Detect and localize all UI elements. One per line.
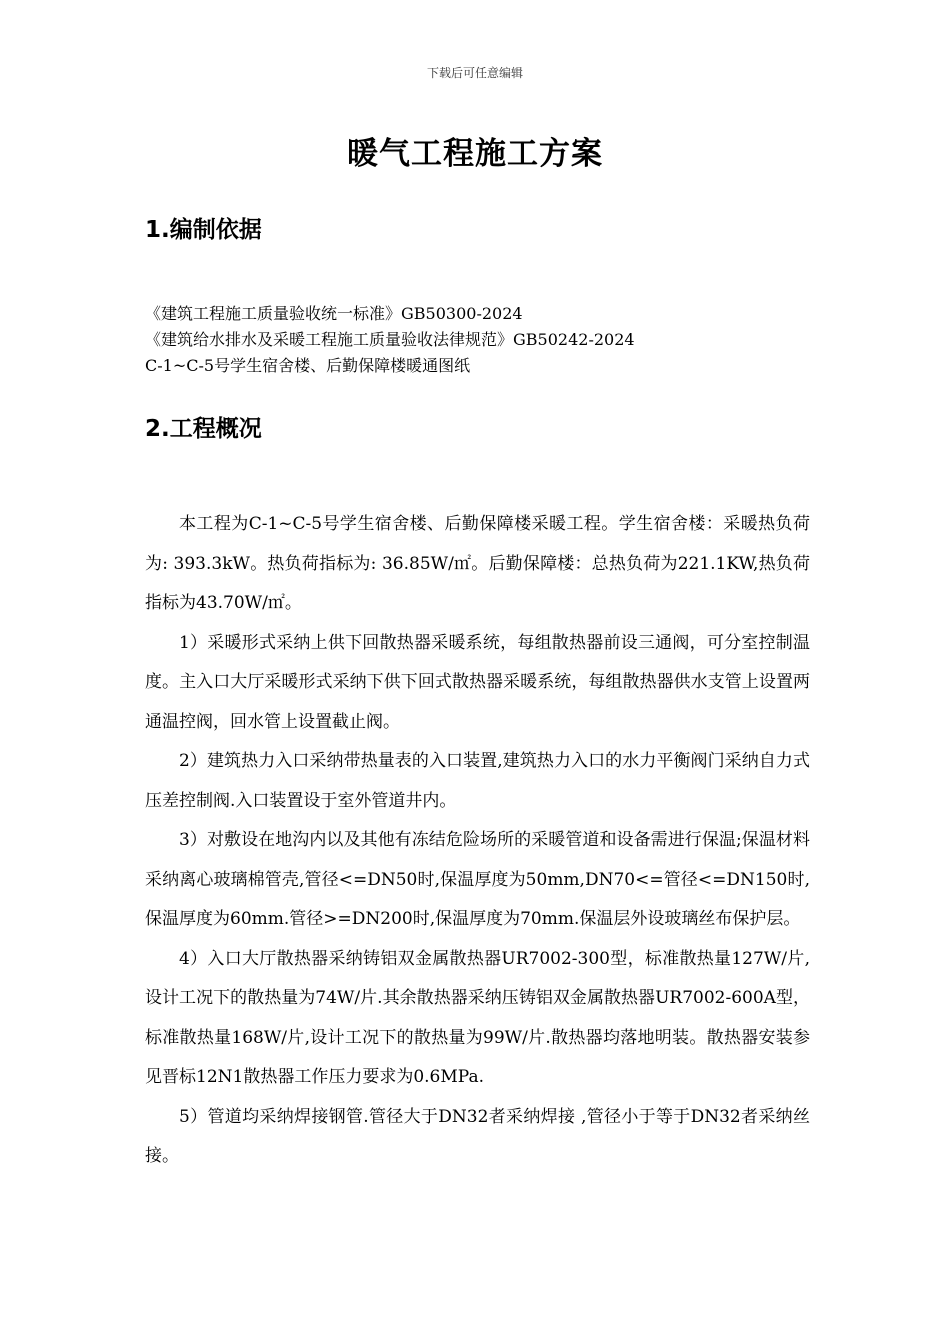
paragraph: 2）建筑热力入口采纳带热量表的入口装置,建筑热力入口的水力平衡阀门采纳自力式压差控制阀.入口装置设于室外管道井内。 (145, 751, 810, 811)
section-heading-overview: 2.工程概况 (145, 416, 262, 442)
paragraph: 4）入口大厅散热器采纳铸铝双金属散热器UR7002-300型，标准散热量127W/片,设计工况下的散热量为74W/片.其余散热器采纳压铸铝双金属散热器UR7002-600A型，标准散热量168W/片,设计工况下的散热量为99W/片.散热器均落地明装。散热器安装参见晋标12N1散热器工作压力要求为0.6MPa. (145, 948, 810, 1087)
reference-list (145, 301, 825, 379)
paragraph: 1）采暖形式采纳上供下回散热器采暖系统，每组散热器前设三通阀，可分室控制温度。主入口大厅采暖形式采纳下供下回式散热器采暖系统，每组散热器供水支管上设置两通温控阀，回水管上设置截止阀。 (145, 632, 810, 732)
reference-item: 《建筑工程施工质量验收统一标准》GB50300-2024 (145, 304, 523, 323)
section-heading-basis: 1.编制依据 (145, 217, 262, 243)
overview-body (145, 505, 810, 1177)
reference-item: C-1~C-5号学生宿舍楼、后勤保障楼暖通图纸 (145, 356, 471, 375)
paragraph: 3）对敷设在地沟内以及其他有冻结危险场所的采暖管道和设备需进行保温;保温材料采纳离心玻璃棉管壳,管径<=DN50时,保温厚度为50mm,DN70<=管径<=DN150时,保温厚度为60mm.管径>=DN200时,保温厚度为70mm.保温层外设玻璃丝布保护层。 (145, 830, 810, 929)
reference-item: 《建筑给水排水及采暖工程施工质量验收法律规范》GB50242-2024 (145, 330, 635, 349)
paragraph: 5）管道均采纳焊接钢管.管径大于DN32者采纳焊接 ,管径小于等于DN32者采纳丝接。 (145, 1106, 810, 1166)
document-title: 暖气工程施工方案 (347, 136, 603, 172)
paragraph: 本工程为C-1~C-5号学生宿舍楼、后勤保障楼采暖工程。学生宿舍楼：采暖热负荷为: 393.3kW。热负荷指标为: 36.85W/㎡。后勤保障楼：总热负荷为221.1KW,热负荷指标为43.70W/㎡。 (145, 514, 810, 613)
header-note: 下载后可任意编辑 (426, 66, 523, 80)
